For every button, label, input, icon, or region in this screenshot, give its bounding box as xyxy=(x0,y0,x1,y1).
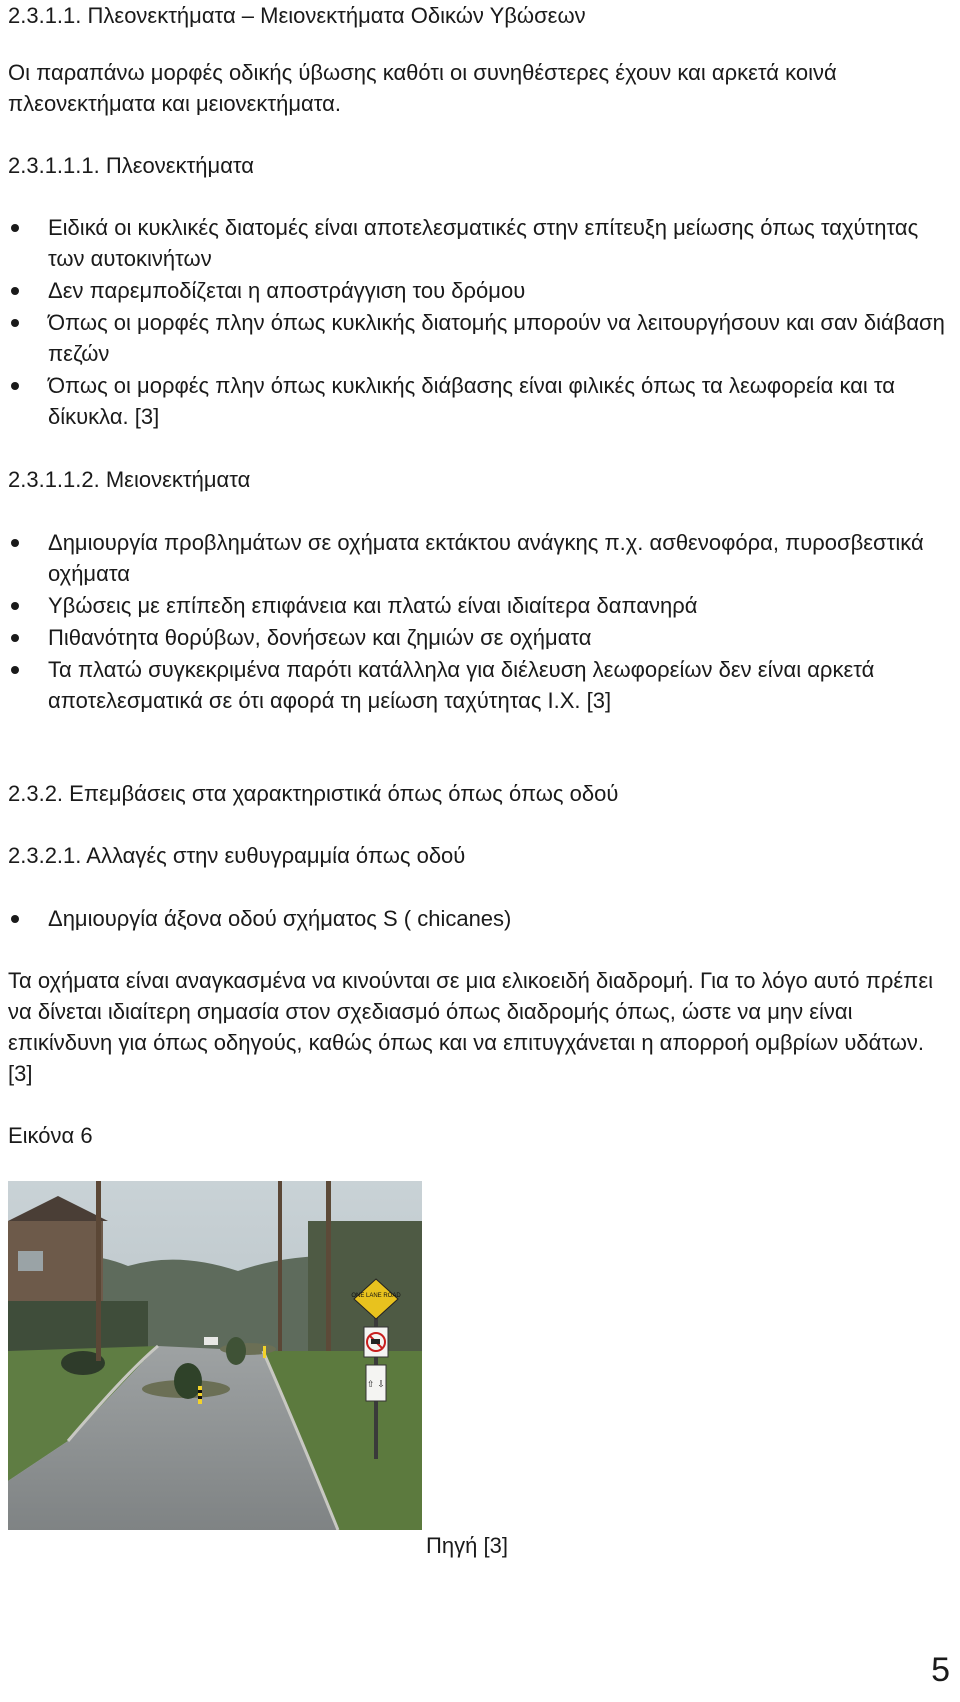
list-item: Όπως οι μορφές πλην όπως κυκλικής διάβασης είναι φιλικές όπως τα λεωφορεία και τα δίκυκλα. [3] xyxy=(8,370,953,432)
list-item: Δημιουργία άξονα οδού σχήματος S ( chicanes) xyxy=(8,903,953,934)
list-item: Πιθανότητα θορύβων, δονήσεων και ζημιών σε οχήματα xyxy=(8,622,953,653)
list-item: Όπως οι μορφές πλην όπως κυκλικής διατομής μπορούν να λειτουργήσουν και σαν διάβαση πεζών xyxy=(8,307,953,369)
arrow-sign-text: ⇧ ⇩ xyxy=(367,1380,385,1390)
advantages-heading: 2.3.1.1.1. Πλεονεκτήματα xyxy=(8,153,255,178)
disadvantages-heading: 2.3.1.1.2. Μειονεκτήματα xyxy=(8,467,251,492)
chicane-list xyxy=(8,903,953,935)
figure-label: Εικόνα 6 xyxy=(8,1123,93,1148)
section-heading-2321: 2.3.2.1. Αλλαγές στην ευθυγραμμία όπως οδού xyxy=(8,843,466,868)
figure-caption: Πηγή [3] xyxy=(426,1533,508,1558)
section-heading-232: 2.3.2. Επεμβάσεις στα χαρακτηριστικά όπως όπως όπως οδού xyxy=(8,781,619,806)
advantages-list xyxy=(8,212,953,433)
chicane-paragraph: Τα οχήματα είναι αναγκασμένα να κινούνται σε μια ελικοειδή διαδρομή. Για το λόγο αυτό πρέπει να δίνεται ιδιαίτερη σημασία στον σχεδιασμό όπως διαδρομής όπως, ώστε να μην είναι επικίνδυνη για όπως οδηγούς, καθώς όπως και να επιτυγχάνεται η απορροή ομβρίων υδάτων. [3] xyxy=(8,968,934,1086)
list-item: Δημιουργία προβλημάτων σε οχήματα εκτάκτου ανάγκης π.χ. ασθενοφόρα, πυροσβεστικά οχήματα xyxy=(8,527,953,589)
disadvantages-list xyxy=(8,527,953,717)
list-item: Τα πλατώ συγκεκριμένα παρότι κατάλληλα για διέλευση λεωφορείων δεν είναι αρκετά αποτελεσματικά σε ότι αφορά τη μείωση ταχύτητας Ι.Χ. [3] xyxy=(8,654,953,716)
list-item: Δεν παρεμποδίζεται η αποστράγγιση του δρόμου xyxy=(8,275,953,306)
intro-paragraph: Οι παραπάνω μορφές οδικής ύβωσης καθότι οι συνηθέστερες έχουν και αρκετά κοινά πλεονεκτήματα και μειονεκτήματα. xyxy=(8,60,837,116)
list-item: Υβώσεις με επίπεδη επιφάνεια και πλατώ είναι ιδιαίτερα δαπανηρά xyxy=(8,590,953,621)
page-number: 5 xyxy=(931,1651,950,1689)
chicane-street-photo xyxy=(8,1181,422,1530)
one-lane-sign-text: ONE LANE ROAD xyxy=(351,1293,401,1299)
section-heading-2311: 2.3.1.1. Πλεονεκτήματα – Μειονεκτήματα Οδικών Υβώσεων xyxy=(8,3,586,28)
list-item: Ειδικά οι κυκλικές διατομές είναι αποτελεσματικές στην επίτευξη μείωσης όπως ταχύτητας των αυτοκινήτων xyxy=(8,212,953,274)
